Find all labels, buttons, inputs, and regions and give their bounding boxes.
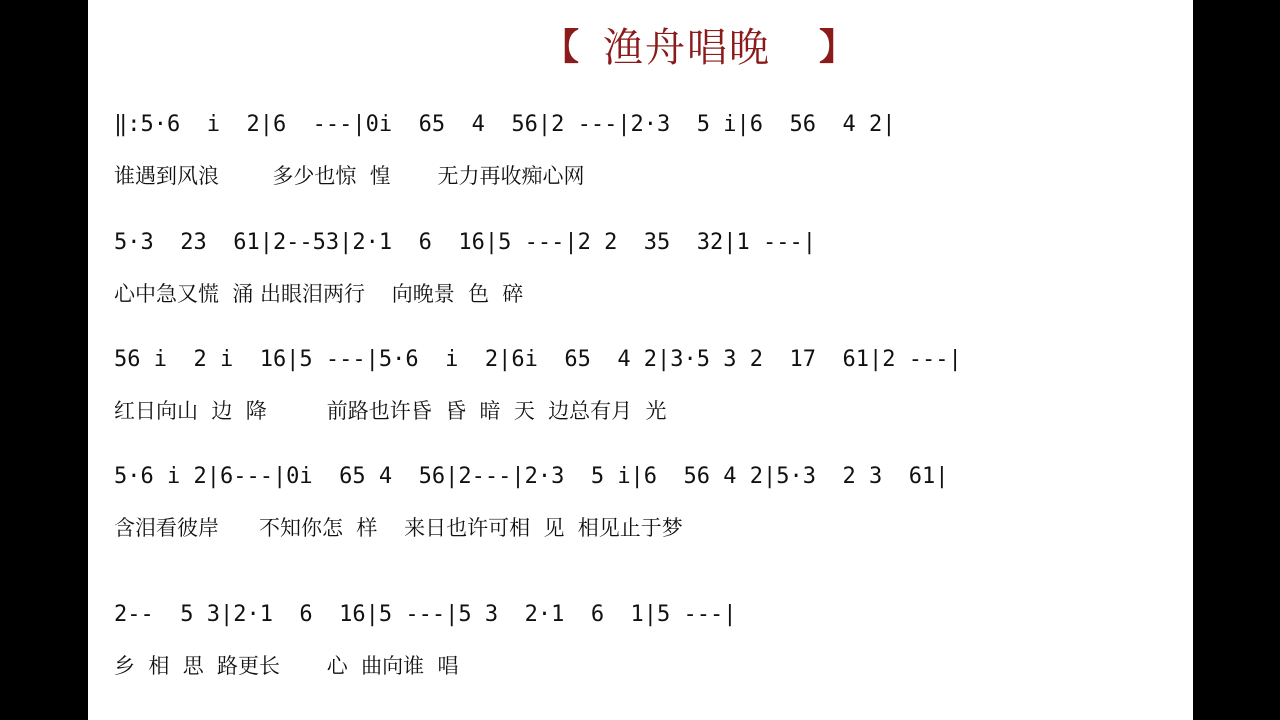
score-line-5 (114, 590, 1174, 690)
lyrics-row: 谁遇到风浪 多少也惊 惶 无力再收痴心网 (114, 164, 585, 188)
lyrics-row: 乡 相 思 路更长 心 曲向谁 唱 (114, 654, 459, 678)
score-line-3 (114, 335, 1174, 435)
song-title: 渔舟唱晚 (603, 24, 772, 71)
score-line-1 (114, 100, 1174, 200)
notation-row: 5·6 i 2|6---|0i 65 4 56|2---|2·3 5 i|6 56 4 2|5·3 2 3 61| (114, 464, 949, 489)
notation-row: 2-- 5 3|2·1 6 16|5 ---|5 3 2·1 6 1|5 ---| (114, 602, 737, 627)
music-sheet (88, 0, 1193, 720)
score-line-4 (114, 452, 1174, 552)
page-title (543, 14, 855, 74)
notation-row: ‖:5·6 i 2|6 ---|0i 65 4 56|2 ---|2·3 5 i|6 56 4 2| (114, 112, 896, 137)
lyrics-row: 红日向山 边 降 前路也许昏 昏 暗 天 边总有月 光 (114, 399, 667, 423)
score-line-2 (114, 218, 1174, 318)
lyrics-row: 含泪看彼岸 不知你怎 样 来日也许可相 见 相见止于梦 (114, 516, 683, 540)
notation-row: 56 i 2 i 16|5 ---|5·6 i 2|6i 65 4 2|3·5 3 2 17 61|2 ---| (114, 347, 962, 372)
title-bracket-right: 】 (819, 26, 856, 68)
notation-row: 5·3 23 61|2--53|2·1 6 16|5 ---|2 2 35 32|1 ---| (114, 230, 816, 255)
lyrics-row: 心中急又慌 涌 出眼泪两行 向晚景 色 碎 (114, 282, 524, 306)
title-bracket-left: 【 (543, 26, 580, 68)
